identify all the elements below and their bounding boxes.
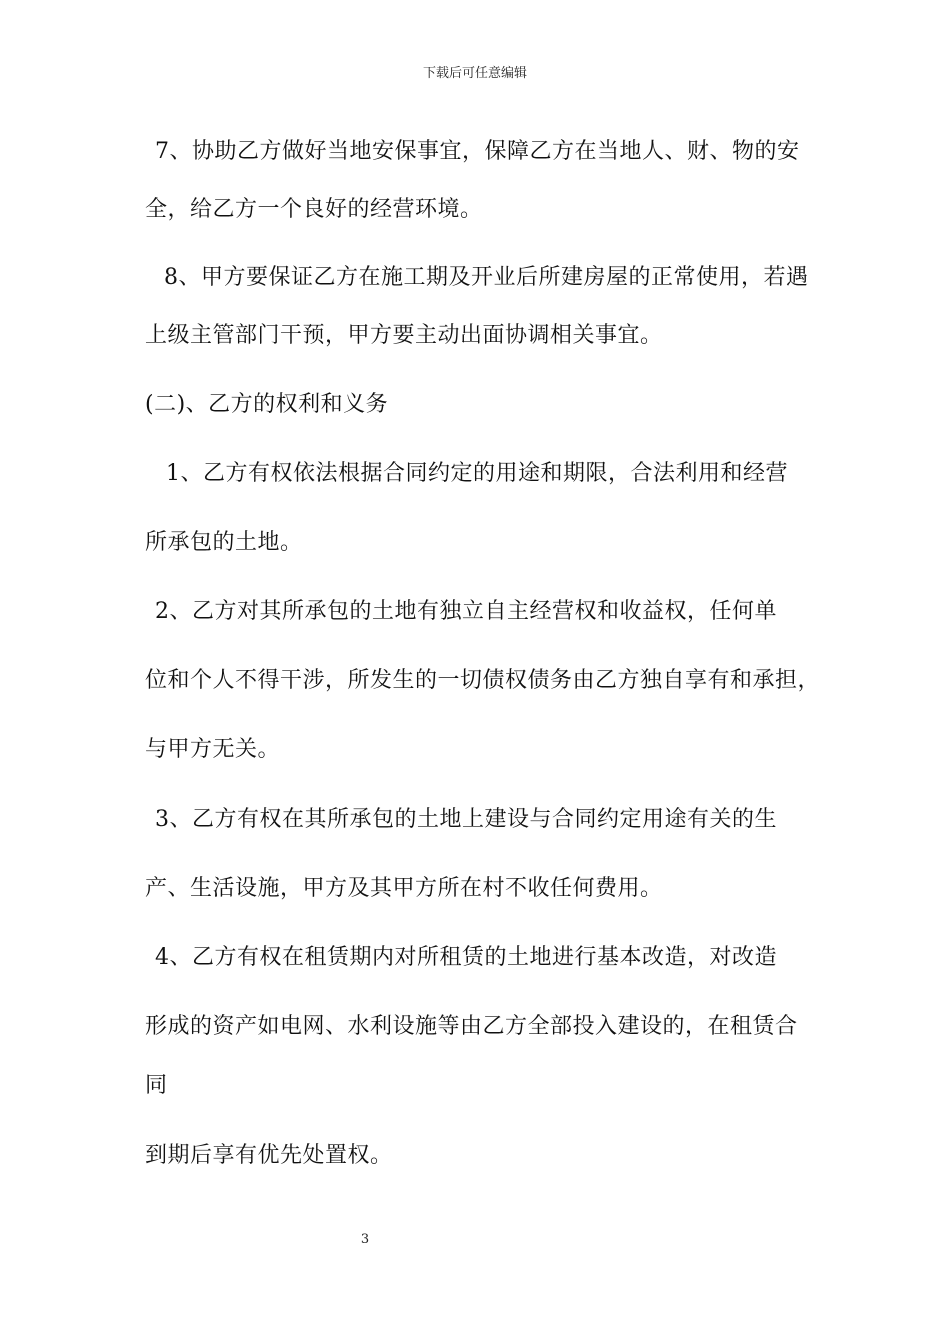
paragraph-line: 上级主管部门干预，甲方要主动出面协调相关事宜。 bbox=[145, 323, 663, 348]
paragraph-line: 8、甲方要保证乙方在施工期及开业后所建房屋的正常使用，若遇 bbox=[164, 265, 809, 290]
paragraph-line: 与甲方无关。 bbox=[145, 737, 281, 762]
page-number: 3 bbox=[360, 1232, 370, 1247]
paragraph-line: 所承包的土地。 bbox=[145, 530, 303, 555]
paragraph-line: 形成的资产如电网、水利设施等由乙方全部投入建设的，在租赁合 bbox=[145, 1014, 798, 1039]
page-header: 下载后可任意编辑 bbox=[422, 66, 527, 81]
paragraph-line: 同 bbox=[145, 1073, 168, 1098]
paragraph-line: 位和个人不得干涉，所发生的一切债权债务由乙方独自享有和承担， bbox=[145, 668, 821, 693]
paragraph-line: 7、协助乙方做好当地安保事宜，保障乙方在当地人、财、物的安 bbox=[155, 139, 800, 164]
paragraph-line: 4、乙方有权在租赁期内对所租赁的土地进行基本改造，对改造 bbox=[155, 945, 777, 970]
paragraph-line: 3、乙方有权在其所承包的土地上建设与合同约定用途有关的生 bbox=[155, 807, 777, 832]
paragraph-line: 产、生活设施，甲方及其甲方所在村不收任何费用。 bbox=[145, 876, 663, 901]
paragraph-line: 到期后享有优先处置权。 bbox=[145, 1143, 393, 1168]
paragraph-line: 全，给乙方一个良好的经营环境。 bbox=[145, 197, 483, 222]
paragraph-line: 2、乙方对其所承包的土地有独立自主经营权和收益权，任何单 bbox=[155, 599, 777, 624]
paragraph-line: 1、乙方有权依法根据合同约定的用途和期限，合法利用和经营 bbox=[166, 461, 788, 486]
section-heading: (二)、乙方的权利和义务 bbox=[145, 392, 389, 417]
